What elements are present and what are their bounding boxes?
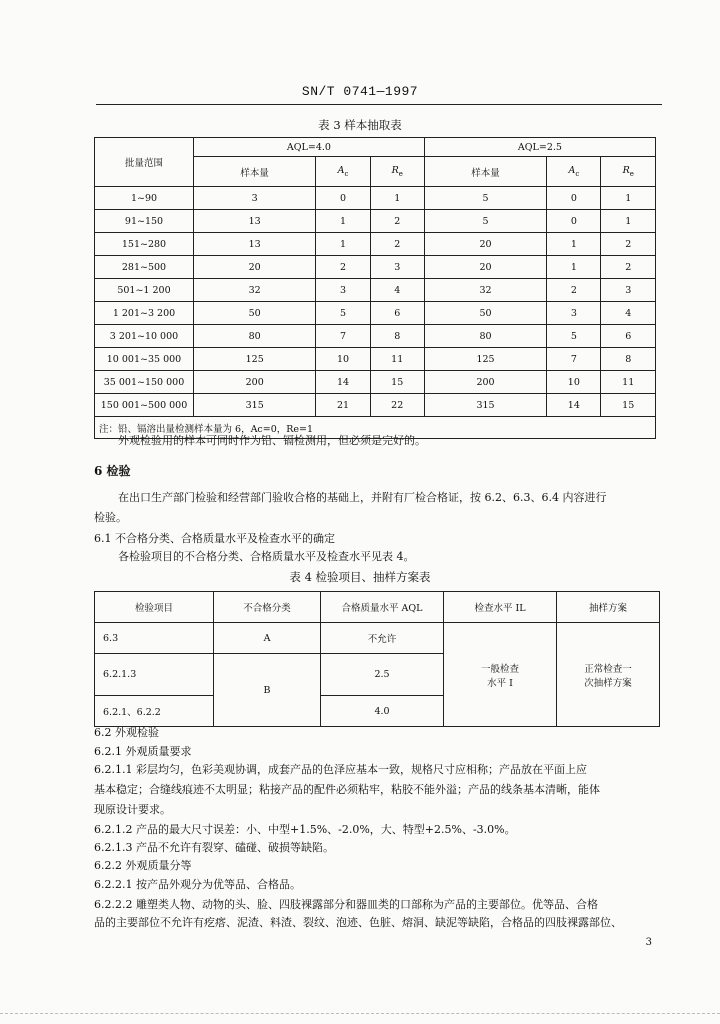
value-cell: 0 — [316, 187, 370, 210]
t4-header: 检验项目 — [95, 592, 214, 623]
paragraph-6-line1: 在出口生产部门检验和经营部门验收合格的基础上，并附有厂检合格证，按 6.2、6.3、6.4 内容进行 — [118, 491, 607, 504]
section-6-2-1-3: 6.2.1.3 产品不允许有裂穿、磕碰、破损等缺陷。 — [94, 841, 334, 854]
batch-range-cell: 501~1 200 — [95, 279, 194, 302]
value-cell: 5 — [424, 210, 546, 233]
value-cell: 14 — [316, 371, 370, 394]
aql-2-5-header: AQL=2.5 — [424, 138, 655, 157]
table3-row — [95, 210, 656, 233]
value-cell: 2 — [547, 279, 601, 302]
batch-range-cell: 35 001~150 000 — [95, 371, 194, 394]
t4-header: 不合格分类 — [214, 592, 321, 623]
batch-range-cell: 151~280 — [95, 233, 194, 256]
value-cell: 11 — [370, 348, 424, 371]
section-6-2-1: 6.2.1 外观质量要求 — [94, 745, 192, 758]
value-cell: 2 — [370, 233, 424, 256]
value-cell: 3 — [370, 256, 424, 279]
value-cell: 20 — [424, 233, 546, 256]
value-cell: 3 — [601, 279, 656, 302]
section-6-1-heading: 6.1 不合格分类、合格质量水平及检查水平的确定 — [94, 532, 335, 545]
value-cell: 315 — [424, 394, 546, 417]
value-cell: 1 — [547, 233, 601, 256]
t4-sampling-plan — [557, 623, 660, 727]
t4-il-line: 一般检查 — [480, 663, 519, 675]
value-cell: 125 — [194, 348, 316, 371]
t4-item: 6.2.1.3 — [95, 654, 214, 696]
value-cell: 125 — [424, 348, 546, 371]
value-cell: 50 — [424, 302, 546, 325]
col-batch-range: 批量范围 — [95, 138, 194, 187]
value-cell: 15 — [370, 371, 424, 394]
table3-row — [95, 394, 656, 417]
batch-range-cell: 281~500 — [95, 256, 194, 279]
standard-header: SN/T 0741—1997 — [301, 84, 419, 99]
t4-header: 检查水平 IL — [444, 592, 557, 623]
sub-header: $A_c$ — [316, 157, 370, 187]
t4-item: 6.2.1、6.2.2 — [95, 696, 214, 727]
table3-row — [95, 256, 656, 279]
t4-class: A — [214, 623, 321, 654]
section-6-2-2-2-line2: 品的主要部位不允许有疙瘩、泥渣、料渣、裂纹、泡迹、色脏、熔洞、缺泥等缺陷，合格品的四肢裸露部位、 — [94, 916, 622, 929]
sub-header: 样本量 — [194, 157, 316, 187]
value-cell: 1 — [601, 210, 656, 233]
sub-header: $R_e$ — [370, 157, 424, 187]
batch-range-cell: 91~150 — [95, 210, 194, 233]
t4-class: B — [214, 654, 321, 727]
value-cell: 8 — [601, 348, 656, 371]
value-cell: 14 — [547, 394, 601, 417]
sub-header: $A_c$ — [547, 157, 601, 187]
table3-row — [95, 187, 656, 210]
value-cell: 13 — [194, 210, 316, 233]
sub-header: 样本量 — [424, 157, 546, 187]
value-cell: 3 — [547, 302, 601, 325]
value-cell: 4 — [601, 302, 656, 325]
value-cell: 0 — [547, 210, 601, 233]
section-6-2-2-2-line1: 6.2.2.2 雕塑类人物、动物的头、脸、四肢裸露部分和器皿类的口部称为产品的主要部位。优等品、合格 — [94, 898, 598, 911]
value-cell: 2 — [601, 233, 656, 256]
value-cell: 5 — [424, 187, 546, 210]
value-cell: 11 — [601, 371, 656, 394]
t4-header: 合格质量水平 AQL — [321, 592, 444, 623]
value-cell: 8 — [370, 325, 424, 348]
table3-row — [95, 302, 656, 325]
value-cell: 7 — [547, 348, 601, 371]
section-6-heading: 6 检验 — [94, 464, 131, 478]
page-number: 3 — [645, 937, 652, 948]
section-6-2-1-2: 6.2.1.2 产品的最大尺寸误差：小、中型+1.5%、-2.0%，大、特型+2.5%、-3.0%。 — [94, 823, 516, 836]
section-6-2-1-1-line2: 基本稳定；合缝线痕迹不太明显；粘接产品的配件必须粘牢，粘胶不能外溢；产品的线条基本清晰，能体 — [94, 783, 600, 796]
value-cell: 1 — [370, 187, 424, 210]
value-cell: 6 — [370, 302, 424, 325]
value-cell: 2 — [316, 256, 370, 279]
value-cell: 200 — [424, 371, 546, 394]
paragraph-6-1: 各检验项目的不合格分类、合格质量水平及检查水平见表 4。 — [118, 550, 415, 563]
t4-plan-line: 次抽样方案 — [584, 677, 632, 689]
t4-aql: 4.0 — [321, 696, 444, 727]
section-6-2: 6.2 外观检验 — [94, 726, 159, 739]
t4-header: 抽样方案 — [557, 592, 660, 623]
batch-range-cell: 10 001~35 000 — [95, 348, 194, 371]
value-cell: 5 — [316, 302, 370, 325]
section-6-2-1-1-line1: 6.2.1.1 彩层均匀，色彩美观协调，成套产品的色泽应基本一致，规格尺寸应相称；产品放在平面上应 — [94, 763, 587, 776]
table3-row — [95, 233, 656, 256]
value-cell: 10 — [547, 371, 601, 394]
t4-item: 6.3 — [95, 623, 214, 654]
value-cell: 1 — [547, 256, 601, 279]
value-cell: 10 — [316, 348, 370, 371]
table3-caption: 表 3 样本抽取表 — [318, 118, 402, 132]
t4-aql: 2.5 — [321, 654, 444, 696]
value-cell: 32 — [424, 279, 546, 302]
paragraph-sample-use: 外观检验用的样本可同时作为铅、镉检测用，但必须是完好的。 — [118, 434, 426, 447]
batch-range-cell: 1~90 — [95, 187, 194, 210]
value-cell: 200 — [194, 371, 316, 394]
value-cell: 1 — [316, 233, 370, 256]
batch-range-cell: 3 201~10 000 — [95, 325, 194, 348]
value-cell: 80 — [424, 325, 546, 348]
table4-inspection-table — [94, 591, 660, 727]
value-cell: 3 — [316, 279, 370, 302]
table3-row — [95, 371, 656, 394]
value-cell: 315 — [194, 394, 316, 417]
batch-range-cell: 1 201~3 200 — [95, 302, 194, 325]
value-cell: 22 — [370, 394, 424, 417]
table3-sample-table — [94, 137, 656, 439]
value-cell: 7 — [316, 325, 370, 348]
t4-il-line: 水平 Ⅰ — [487, 677, 513, 689]
table4-caption: 表 4 检验项目、抽样方案表 — [289, 570, 431, 584]
value-cell: 2 — [370, 210, 424, 233]
section-6-2-1-1-line3: 现原设计要求。 — [94, 803, 171, 816]
table3-row — [95, 325, 656, 348]
value-cell: 4 — [370, 279, 424, 302]
batch-range-cell: 150 001~500 000 — [95, 394, 194, 417]
value-cell: 6 — [601, 325, 656, 348]
value-cell: 20 — [194, 256, 316, 279]
value-cell: 1 — [601, 187, 656, 210]
value-cell: 2 — [601, 256, 656, 279]
sub-header: $R_e$ — [601, 157, 656, 187]
table3-row — [95, 279, 656, 302]
t4-aql: 不允许 — [321, 623, 444, 654]
table3-row — [95, 348, 656, 371]
aql-4-header: AQL=4.0 — [194, 138, 425, 157]
paragraph-6-line2: 检验。 — [94, 511, 127, 524]
value-cell: 13 — [194, 233, 316, 256]
table3-note: 注：铅、镉溶出量检测样本量为 6，Ac=0，Re=1 — [95, 417, 656, 439]
value-cell: 15 — [601, 394, 656, 417]
value-cell: 0 — [547, 187, 601, 210]
value-cell: 3 — [194, 187, 316, 210]
value-cell: 50 — [194, 302, 316, 325]
value-cell: 32 — [194, 279, 316, 302]
scan-edge — [0, 1013, 720, 1014]
t4-inspection-level — [444, 623, 557, 727]
value-cell: 20 — [424, 256, 546, 279]
t4-plan-line: 正常检查一 — [584, 663, 632, 675]
value-cell: 21 — [316, 394, 370, 417]
value-cell: 5 — [547, 325, 601, 348]
section-6-2-2: 6.2.2 外观质量分等 — [94, 859, 192, 872]
value-cell: 1 — [316, 210, 370, 233]
section-6-2-2-1: 6.2.2.1 按产品外观分为优等品、合格品。 — [94, 878, 301, 891]
value-cell: 80 — [194, 325, 316, 348]
header-rule — [96, 104, 662, 105]
